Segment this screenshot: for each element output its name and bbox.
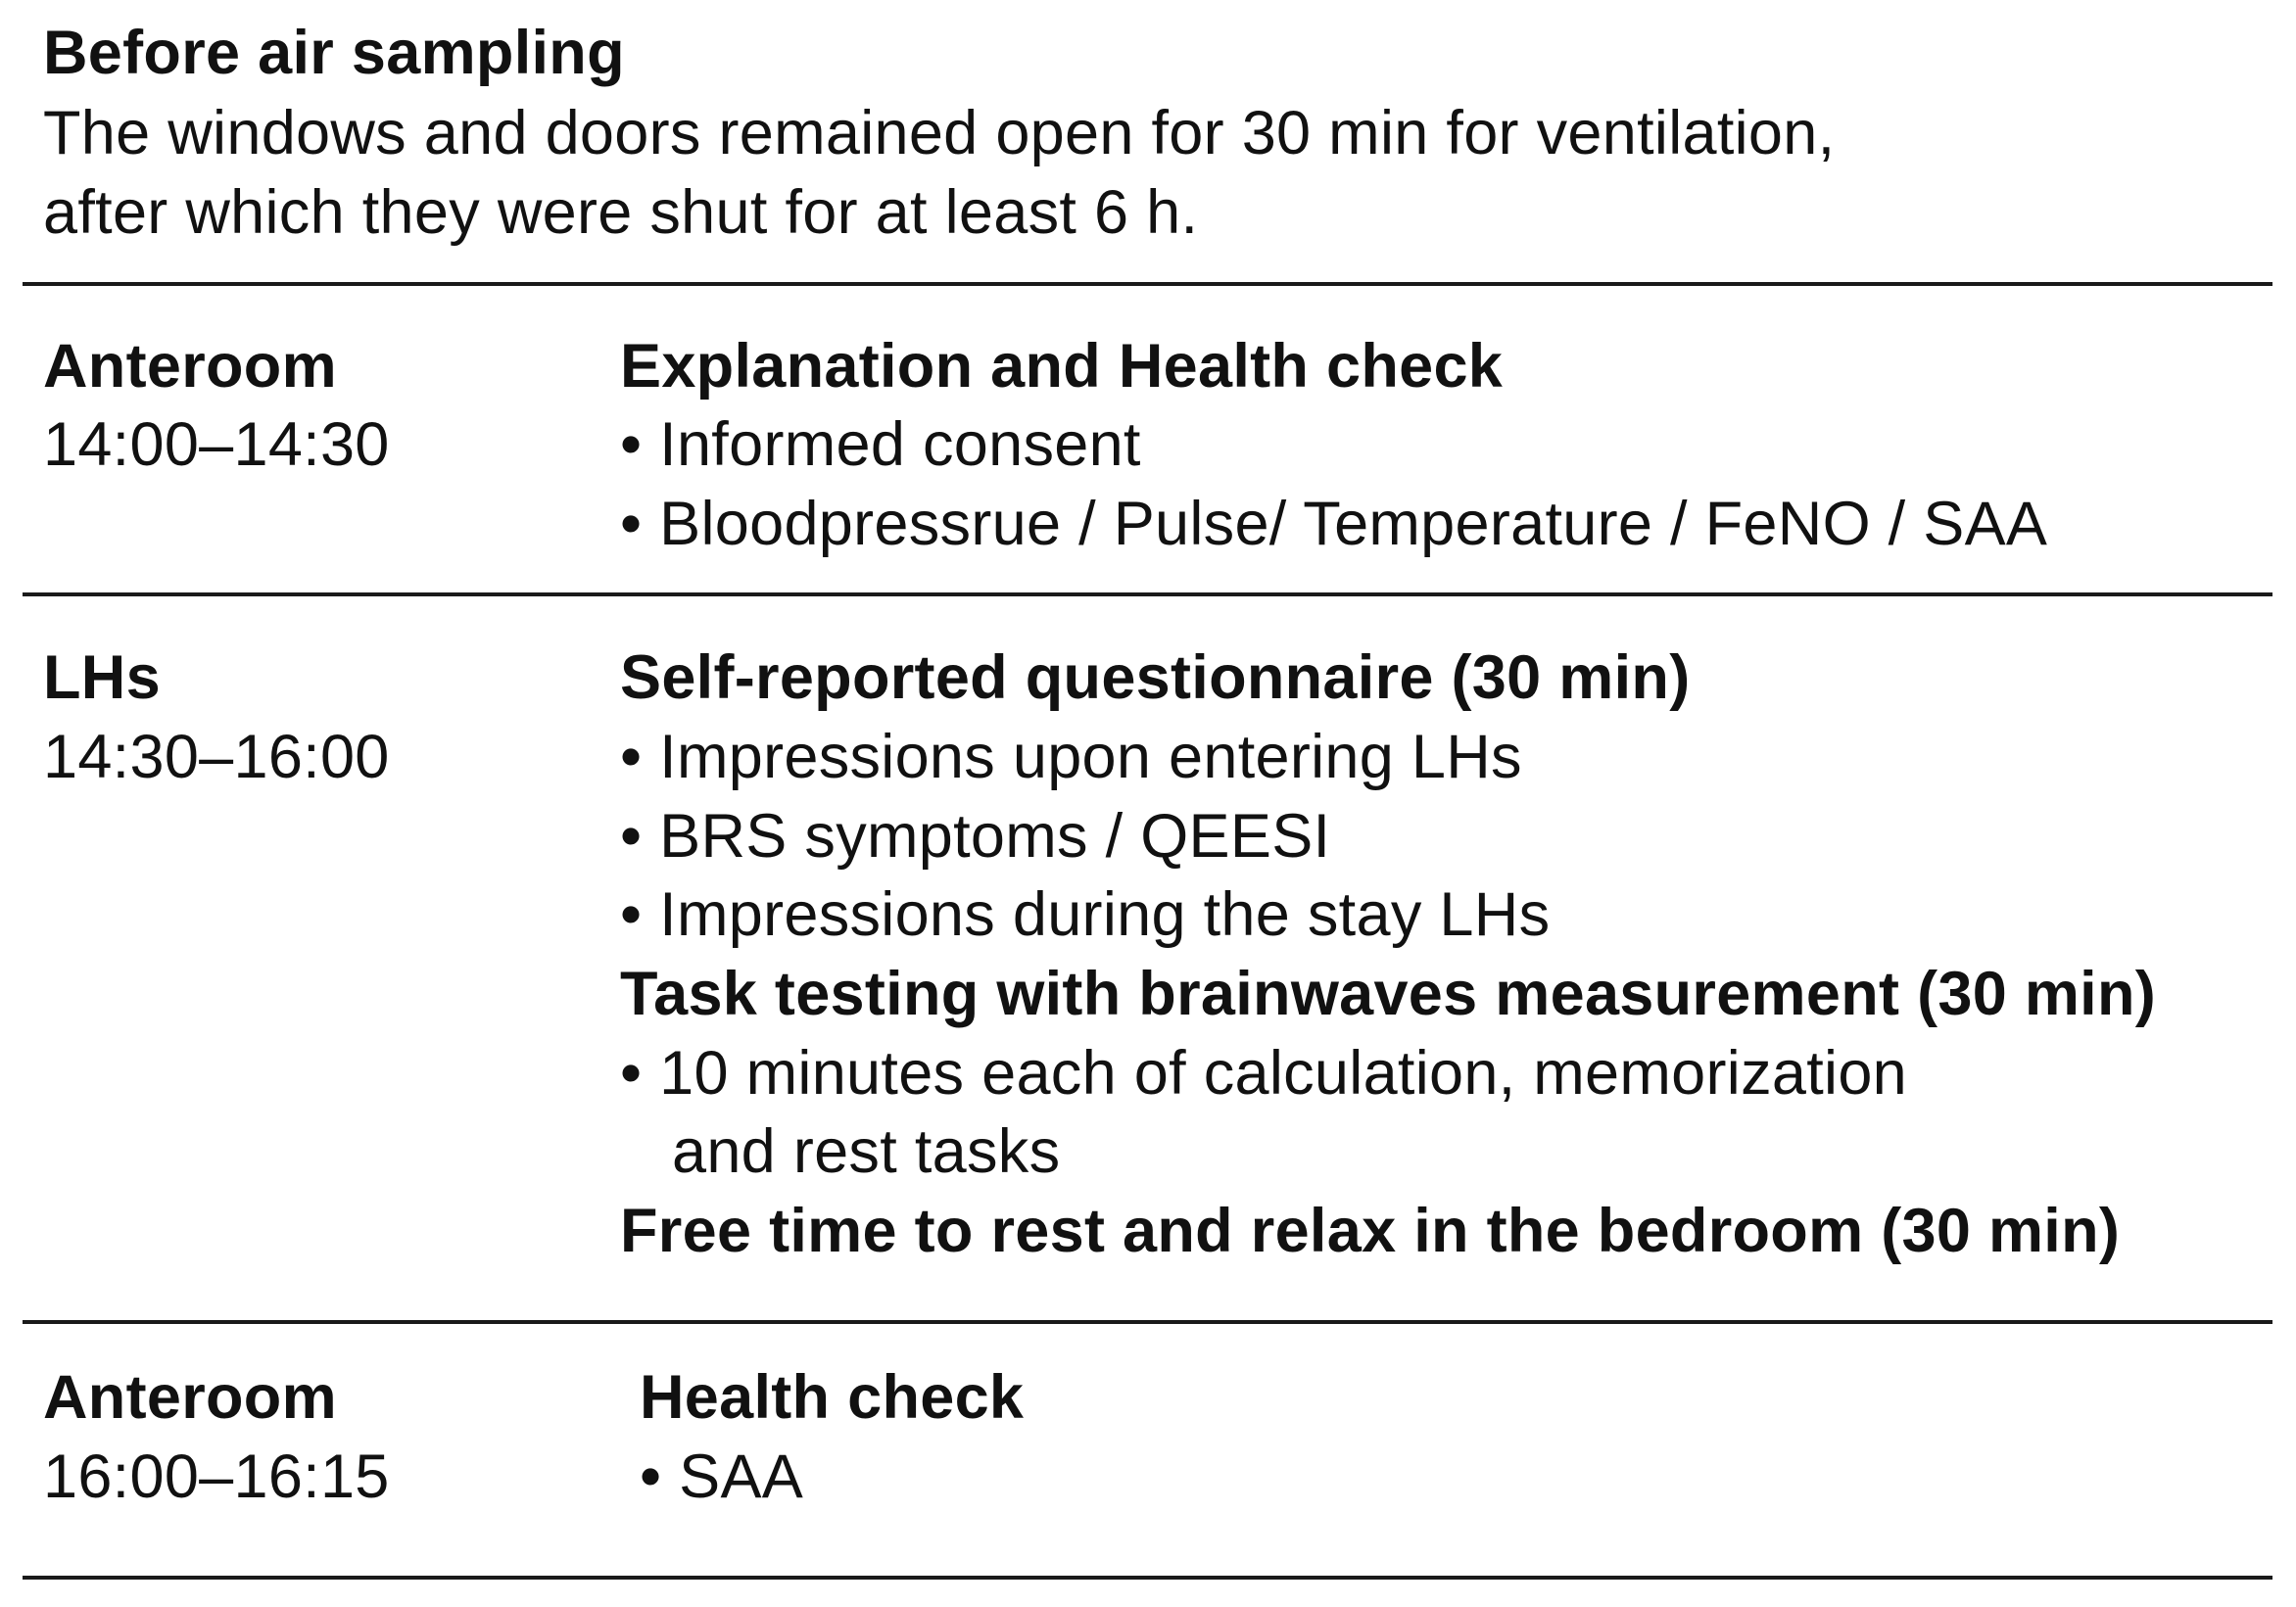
section2-place: LHs	[43, 643, 161, 712]
section2-heading-task-testing: Task testing with brainwaves measurement (30 min)	[620, 960, 2157, 1028]
section2-time: 14:30–16:00	[43, 723, 390, 791]
section2-bullet-3: • Impressions during the stay LHs	[620, 880, 1551, 949]
divider-3	[23, 1320, 2272, 1324]
section3-heading: Health check	[640, 1363, 1025, 1432]
section2-bullet-1: • Impressions upon entering LHs	[620, 723, 1522, 791]
divider-1	[23, 282, 2272, 286]
section1-bullet-2: • Bloodpressrue / Pulse/ Temperature / FeNO / SAA	[620, 490, 2048, 558]
section3-time: 16:00–16:15	[43, 1442, 390, 1511]
section2-bullet-2: • BRS symptoms / QEESI	[620, 802, 1331, 871]
section2-bullet-4-line-2: and rest tasks	[672, 1117, 1061, 1186]
section3-bullet-1: • SAA	[640, 1442, 804, 1511]
section2-heading-free-time: Free time to rest and relax in the bedroom (30 min)	[620, 1197, 2121, 1265]
section1-bullet-1: • Informed consent	[620, 410, 1141, 479]
section1-time: 14:00–14:30	[43, 410, 390, 479]
section1-heading: Explanation and Health check	[620, 332, 1504, 401]
divider-4	[23, 1576, 2272, 1580]
divider-2	[23, 592, 2272, 596]
section2-heading-questionnaire: Self-reported questionnaire (30 min)	[620, 643, 1691, 712]
section1-place: Anteroom	[43, 332, 337, 401]
intro-title: Before air sampling	[43, 19, 625, 87]
intro-line-1: The windows and doors remained open for 30 min for ventilation,	[43, 99, 1836, 167]
intro-line-2: after which they were shut for at least 6 h.	[43, 178, 1199, 247]
section2-bullet-4-line-1: • 10 minutes each of calculation, memorization	[620, 1039, 1908, 1108]
section3-place: Anteroom	[43, 1363, 337, 1432]
